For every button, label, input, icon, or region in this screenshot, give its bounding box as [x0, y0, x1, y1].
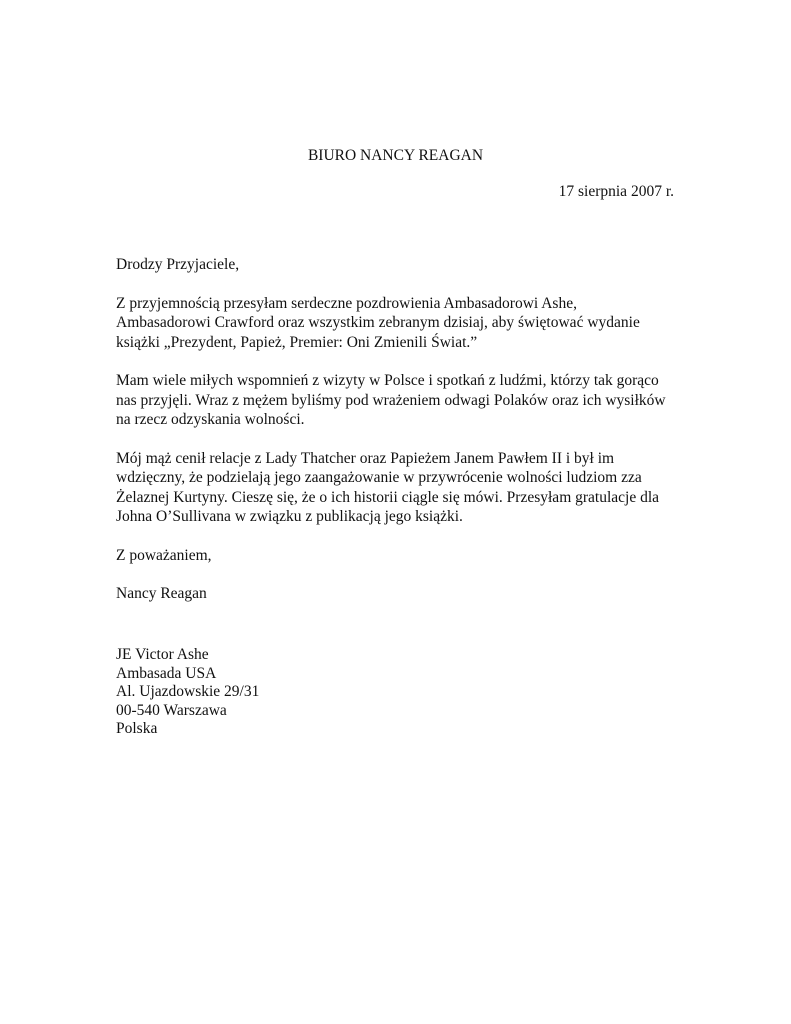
- signature: Nancy Reagan: [116, 585, 207, 602]
- closing: Z poważaniem,: [116, 546, 212, 564]
- paragraph-line: wdzięczny, że podzielają jego zaangażowanie w przywrócenie wolności ludziom zza: [116, 469, 642, 486]
- paragraph-line: Mam wiele miłych wspomnień z wizyty w Polsce i spotkań z ludźmi, którzy tak gorąco: [116, 372, 659, 389]
- paragraph-line: Johna O’Sullivana w związku z publikacją jego książki.: [116, 508, 463, 525]
- paragraph-2: [116, 371, 686, 430]
- recipient-address: [116, 646, 259, 739]
- paragraph-line: na rzecz odzyskania wolności.: [116, 411, 305, 428]
- paragraph-3: [116, 449, 686, 527]
- letter-date: 17 sierpnia 2007 r.: [558, 183, 674, 200]
- address-line: Al. Ujazdowskie 29/31: [116, 683, 260, 700]
- letterhead: BIURO NANCY REAGAN: [307, 147, 484, 164]
- paragraph-line: Z przyjemnością przesyłam serdeczne pozdrowienia Ambasadorowi Ashe,: [116, 294, 577, 312]
- address-line: Ambasada USA: [116, 664, 217, 682]
- paragraph-line: Ambasadorowi Crawford oraz wszystkim zebranym dzisiaj, aby świętować wydanie: [116, 314, 640, 331]
- paragraph-1: [116, 294, 686, 353]
- paragraph-line: książki „Prezydent, Papież, Premier: Oni Zmienili Świat.”: [116, 333, 478, 351]
- greeting: Drodzy Przyjaciele,: [116, 256, 240, 273]
- paragraph-line: Żelaznej Kurtyny. Cieszę się, że o ich historii ciągle się mówi. Przesyłam gratulacje dla: [116, 488, 660, 506]
- paragraph-line: Mój mąż cenił relacje z Lady Thatcher oraz Papieżem Janem Pawłem II i był im: [116, 449, 615, 467]
- address-line: JE Victor Ashe: [116, 646, 209, 663]
- address-line: 00-540 Warszawa: [116, 701, 227, 719]
- paragraph-line: nas przyjęli. Wraz z mężem byliśmy pod wrażeniem odwagi Polaków oraz ich wysiłków: [116, 391, 666, 409]
- letter-body: [116, 255, 686, 623]
- address-line: Polska: [116, 720, 158, 737]
